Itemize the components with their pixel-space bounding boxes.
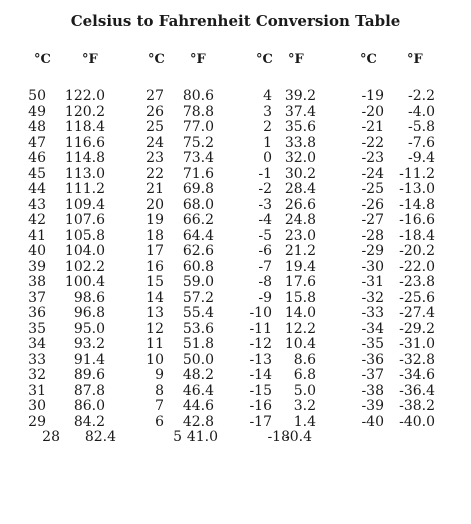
celsius-value: 25 <box>146 119 164 135</box>
fahrenheit-value: 26.6 <box>284 196 316 213</box>
celsius-value: -24 <box>361 165 384 182</box>
celsius-value: -39 <box>361 398 384 414</box>
celsius-value: 20 <box>146 196 164 213</box>
fahrenheit-value: 114.8 <box>64 150 105 166</box>
celsius-value: -4 <box>258 212 272 228</box>
fahrenheit-value: 73.4 <box>182 150 214 166</box>
fahrenheit-value: 71.6 <box>182 165 214 182</box>
celsius-value: -21 <box>361 119 384 135</box>
celsius-value: -5 <box>258 227 272 244</box>
celsius-value: 14 <box>146 289 164 306</box>
celsius-value: 18 <box>146 227 164 244</box>
celsius-value: -16 <box>249 398 272 414</box>
fahrenheit-value: -32.8 <box>399 351 435 368</box>
fahrenheit-value: -4.0 <box>408 103 435 120</box>
celsius-value: -33 <box>361 305 384 321</box>
fahrenheit-value: -20.2 <box>399 243 435 259</box>
celsius-value: -28 <box>361 227 384 244</box>
celsius-value: 46 <box>28 150 46 166</box>
celsius-value: 50 <box>28 88 46 104</box>
fahrenheit-value: -29.2 <box>399 320 435 337</box>
fahrenheit-value: -31.0 <box>399 336 435 352</box>
fahrenheit-value: -40.0 <box>399 413 435 430</box>
fahrenheit-value: 6.8 <box>293 367 316 383</box>
fahrenheit-value: 100.4 <box>64 274 105 290</box>
celsius-value: -32 <box>361 289 384 306</box>
fahrenheit-value: 37.4 <box>284 103 316 120</box>
fahrenheit-value: 35.6 <box>284 119 316 135</box>
fahrenheit-value: 53.6 <box>182 320 214 337</box>
celsius-value: -19 <box>361 88 384 104</box>
celsius-value: 0 <box>263 150 272 166</box>
fahrenheit-value: 78.8 <box>182 103 214 120</box>
fahrenheit-value: -7.6 <box>408 134 435 151</box>
celsius-value: -36 <box>361 351 384 368</box>
fahrenheit-value: 86.0 <box>73 398 105 414</box>
fahrenheit-value: -27.4 <box>399 305 435 321</box>
fahrenheit-value: 55.4 <box>182 305 214 321</box>
fahrenheit-value: 10.4 <box>284 336 316 352</box>
celsius-value: -17 <box>249 413 272 430</box>
fahrenheit-value: 107.6 <box>64 212 105 228</box>
celsius-value: -34 <box>361 320 384 337</box>
fahrenheit-value: 32.0 <box>284 150 316 166</box>
celsius-value: 21 <box>146 181 164 197</box>
header-celsius: °C <box>360 52 377 67</box>
table-title: Celsius to Fahrenheit Conversion Table <box>70 12 401 30</box>
fahrenheit-value: 46.4 <box>182 382 214 399</box>
fahrenheit-value: -11.2 <box>399 165 435 182</box>
fahrenheit-value: 60.8 <box>182 258 214 275</box>
fahrenheit-value: 14.0 <box>284 305 316 321</box>
fahrenheit-value: 39.2 <box>284 88 316 104</box>
celsius-value: -37 <box>361 367 384 383</box>
celsius-value: -25 <box>361 181 384 197</box>
celsius-value: 17 <box>146 243 164 259</box>
celsius-value: 40 <box>28 243 46 259</box>
celsius-value: 35 <box>28 320 46 337</box>
fahrenheit-value: 12.2 <box>284 320 316 337</box>
celsius-value: -31 <box>361 274 384 290</box>
fahrenheit-value: 118.4 <box>64 119 105 135</box>
celsius-value: -1 <box>258 165 272 182</box>
celsius-value: 38 <box>28 274 46 290</box>
celsius-value: -26 <box>361 196 384 213</box>
celsius-value: 47 <box>28 134 46 151</box>
fahrenheit-value: 41.0 <box>186 429 218 445</box>
fahrenheit-value: -36.4 <box>399 382 435 399</box>
fahrenheit-value: 28.4 <box>284 181 316 197</box>
header-fahrenheit: °F <box>288 52 304 67</box>
celsius-value: 31 <box>28 382 46 399</box>
fahrenheit-value: 95.0 <box>73 320 105 337</box>
fahrenheit-value: 102.2 <box>64 258 105 275</box>
fahrenheit-value: 62.6 <box>182 243 214 259</box>
celsius-value: 4 <box>263 88 272 104</box>
celsius-value: -30 <box>361 258 384 275</box>
fahrenheit-value: 84.2 <box>73 413 105 430</box>
fahrenheit-value: 44.6 <box>182 398 214 414</box>
celsius-value: -27 <box>361 212 384 228</box>
celsius-value: -7 <box>258 258 272 275</box>
celsius-value: -35 <box>361 336 384 352</box>
celsius-value: 42 <box>28 212 46 228</box>
fahrenheit-value: 24.8 <box>284 212 316 228</box>
celsius-value: 41 <box>28 227 46 244</box>
fahrenheit-value: -22.0 <box>399 258 435 275</box>
fahrenheit-value: 66.2 <box>182 212 214 228</box>
celsius-value: -22 <box>361 134 384 151</box>
celsius-value: 22 <box>146 165 164 182</box>
fahrenheit-value: 30.2 <box>284 165 316 182</box>
fahrenheit-value: 1.4 <box>293 413 316 430</box>
celsius-value: -6 <box>258 243 272 259</box>
fahrenheit-value: 5.0 <box>293 382 316 399</box>
celsius-value: -18 <box>267 429 290 445</box>
fahrenheit-value: 19.4 <box>284 258 316 275</box>
celsius-value: 2 <box>263 119 272 135</box>
fahrenheit-value: 75.2 <box>182 134 214 151</box>
celsius-value: 23 <box>146 150 164 166</box>
fahrenheit-value: 105.8 <box>64 227 105 244</box>
fahrenheit-value: 91.4 <box>73 351 105 368</box>
fahrenheit-value: 93.2 <box>73 336 105 352</box>
fahrenheit-value: -38.2 <box>399 398 435 414</box>
fahrenheit-value: -0.4 <box>285 429 312 445</box>
fahrenheit-value: 68.0 <box>182 196 214 213</box>
fahrenheit-value: 69.8 <box>182 181 214 197</box>
fahrenheit-value: 96.8 <box>73 305 105 321</box>
fahrenheit-value: 17.6 <box>284 274 316 290</box>
fahrenheit-value: 57.2 <box>182 289 214 306</box>
celsius-value: 19 <box>146 212 164 228</box>
fahrenheit-value: 113.0 <box>64 165 105 182</box>
fahrenheit-value: -2.2 <box>408 88 435 104</box>
celsius-value: -9 <box>258 289 272 306</box>
header-fahrenheit: °F <box>82 52 98 67</box>
fahrenheit-value: 82.4 <box>84 429 116 445</box>
celsius-value: 24 <box>146 134 164 151</box>
celsius-value: 36 <box>28 305 46 321</box>
celsius-value: 15 <box>146 274 164 290</box>
fahrenheit-value: -34.6 <box>399 367 435 383</box>
header-celsius: °C <box>256 52 273 67</box>
celsius-value: 7 <box>155 398 164 414</box>
fahrenheit-value: 33.8 <box>284 134 316 151</box>
fahrenheit-value: -23.8 <box>399 274 435 290</box>
celsius-value: 3 <box>263 103 272 120</box>
celsius-value: -11 <box>249 320 272 337</box>
celsius-value: 28 <box>42 429 60 445</box>
celsius-value: -38 <box>361 382 384 399</box>
celsius-value: 30 <box>28 398 46 414</box>
celsius-value: -2 <box>258 181 272 197</box>
fahrenheit-value: -16.6 <box>399 212 435 228</box>
celsius-value: -12 <box>249 336 272 352</box>
celsius-value: 45 <box>28 165 46 182</box>
celsius-value: 37 <box>28 289 46 306</box>
celsius-value: -23 <box>361 150 384 166</box>
celsius-value: -14 <box>249 367 272 383</box>
fahrenheit-value: 21.2 <box>284 243 316 259</box>
celsius-value: 32 <box>28 367 46 383</box>
fahrenheit-value: 59.0 <box>182 274 214 290</box>
fahrenheit-value: 80.6 <box>182 88 214 104</box>
fahrenheit-value: 50.0 <box>182 351 214 368</box>
celsius-value: -15 <box>249 382 272 399</box>
celsius-value: 1 <box>263 134 272 151</box>
celsius-value: 27 <box>146 88 164 104</box>
fahrenheit-value: 89.6 <box>73 367 105 383</box>
fahrenheit-value: -18.4 <box>399 227 435 244</box>
fahrenheit-value: 51.8 <box>182 336 214 352</box>
celsius-value: 16 <box>146 258 164 275</box>
header-fahrenheit: °F <box>190 52 206 67</box>
fahrenheit-value: 3.2 <box>293 398 316 414</box>
fahrenheit-value: 48.2 <box>182 367 214 383</box>
celsius-value: 9 <box>155 367 164 383</box>
fahrenheit-value: 116.6 <box>64 134 105 151</box>
fahrenheit-value: 8.6 <box>293 351 316 368</box>
fahrenheit-value: -13.0 <box>399 181 435 197</box>
fahrenheit-value: -25.6 <box>399 289 435 306</box>
fahrenheit-value: 104.0 <box>64 243 105 259</box>
celsius-value: 44 <box>28 181 46 197</box>
celsius-value: -3 <box>258 196 272 213</box>
fahrenheit-value: 42.8 <box>182 413 214 430</box>
celsius-value: 10 <box>146 351 164 368</box>
fahrenheit-value: 111.2 <box>64 181 105 197</box>
celsius-value: -10 <box>249 305 272 321</box>
celsius-value: 48 <box>28 119 46 135</box>
fahrenheit-value: 15.8 <box>284 289 316 306</box>
celsius-value: 26 <box>146 103 164 120</box>
celsius-value: -20 <box>361 103 384 120</box>
celsius-value: 5 <box>173 429 182 445</box>
celsius-value: -40 <box>361 413 384 430</box>
celsius-value: -8 <box>258 274 272 290</box>
celsius-value: 6 <box>155 413 164 430</box>
fahrenheit-value: 23.0 <box>284 227 316 244</box>
header-celsius: °C <box>34 52 51 67</box>
fahrenheit-value: 98.6 <box>73 289 105 306</box>
header-celsius: °C <box>148 52 165 67</box>
fahrenheit-value: 77.0 <box>182 119 214 135</box>
celsius-value: 12 <box>146 320 164 337</box>
fahrenheit-value: -14.8 <box>399 196 435 213</box>
fahrenheit-value: 120.2 <box>64 103 105 120</box>
celsius-value: 39 <box>28 258 46 275</box>
fahrenheit-value: 87.8 <box>73 382 105 399</box>
celsius-value: 11 <box>146 336 164 352</box>
celsius-value: 29 <box>28 413 46 430</box>
celsius-value: 33 <box>28 351 46 368</box>
celsius-value: 49 <box>28 103 46 120</box>
celsius-value: -29 <box>361 243 384 259</box>
header-fahrenheit: °F <box>407 52 423 67</box>
fahrenheit-value: -5.8 <box>408 119 435 135</box>
celsius-value: 13 <box>146 305 164 321</box>
celsius-value: 34 <box>28 336 46 352</box>
fahrenheit-value: 109.4 <box>64 196 105 213</box>
fahrenheit-value: -9.4 <box>408 150 435 166</box>
celsius-value: 8 <box>155 382 164 399</box>
fahrenheit-value: 122.0 <box>64 88 105 104</box>
celsius-value: 43 <box>28 196 46 213</box>
celsius-value: -13 <box>249 351 272 368</box>
fahrenheit-value: 64.4 <box>182 227 214 244</box>
